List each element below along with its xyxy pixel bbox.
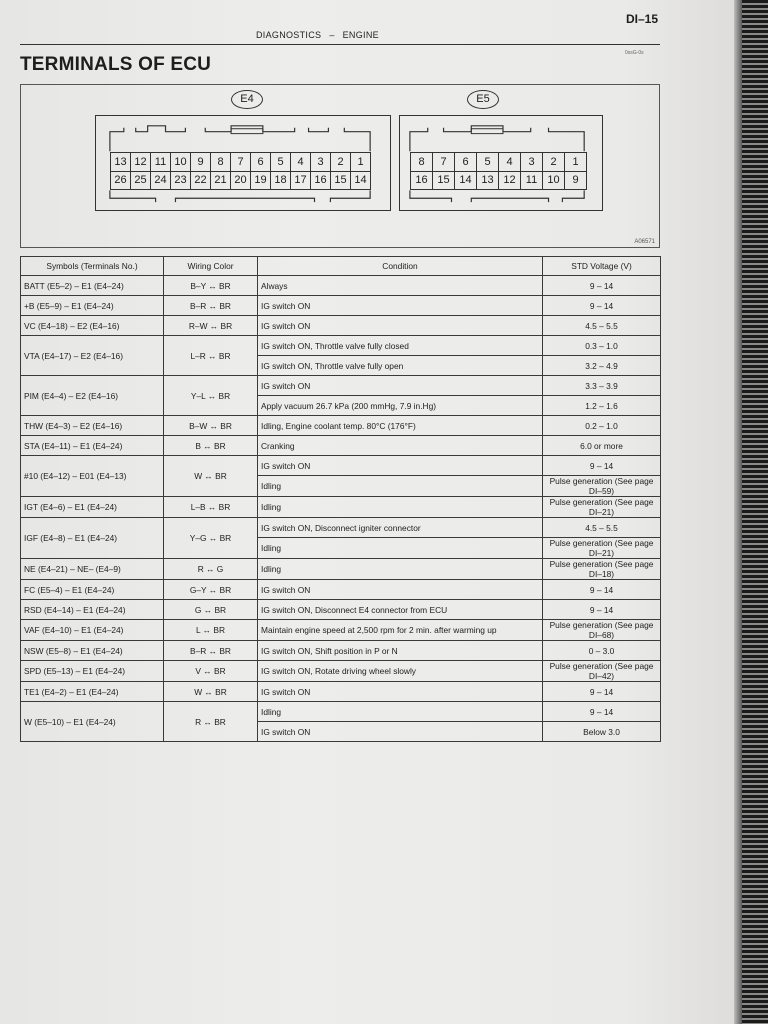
condition: IG switch ON <box>258 316 543 336</box>
wiring-color: L–B ↔ BR <box>164 497 258 518</box>
std-voltage: Pulse generation (See page DI–42) <box>543 661 661 682</box>
std-voltage: 9 – 14 <box>543 682 661 702</box>
std-voltage: 3.2 – 4.9 <box>543 356 661 376</box>
std-voltage: 6.0 or more <box>543 436 661 456</box>
connector-pin: 16 <box>311 171 331 190</box>
wiring-color: L ↔ BR <box>164 620 258 641</box>
table-row <box>21 661 661 682</box>
condition: IG switch ON, Rotate driving wheel slowly <box>258 661 543 682</box>
page-number: DI–15 <box>626 12 659 26</box>
connector-pin: 6 <box>251 153 271 172</box>
condition: Apply vacuum 26.7 kPa (200 mmHg, 7.9 in.Hg) <box>258 396 543 416</box>
connector-pin: 12 <box>499 171 521 190</box>
connector-pin: 24 <box>151 171 171 190</box>
header-rule <box>20 44 660 45</box>
wiring-color: L–R ↔ BR <box>164 336 258 376</box>
wiring-color: V ↔ BR <box>164 661 258 682</box>
std-voltage: 0.3 – 1.0 <box>543 336 661 356</box>
header-symbols: Symbols (Terminals No.) <box>21 257 164 276</box>
connector-pin: 20 <box>231 171 251 190</box>
connector-e4-bottom-row <box>110 171 371 190</box>
connector-pin: 7 <box>231 153 251 172</box>
table-row <box>21 316 661 336</box>
condition: Idling <box>258 559 543 580</box>
connector-pin: 1 <box>565 153 587 172</box>
terminal-symbol: PIM (E4–4) – E2 (E4–16) <box>21 376 164 416</box>
header-wiring-color: Wiring Color <box>164 257 258 276</box>
wiring-color: B–R ↔ BR <box>164 296 258 316</box>
std-voltage: Pulse generation (See page DI–68) <box>543 620 661 641</box>
wiring-color: Y–L ↔ BR <box>164 376 258 416</box>
terminal-symbol: FC (E5–4) – E1 (E4–24) <box>21 580 164 600</box>
header-separator: – <box>329 30 335 40</box>
connector-e4 <box>95 115 391 211</box>
wiring-color: R–W ↔ BR <box>164 316 258 336</box>
connector-pin: 13 <box>111 153 131 172</box>
connector-pin: 23 <box>171 171 191 190</box>
terminal-symbol: STA (E4–11) – E1 (E4–24) <box>21 436 164 456</box>
condition: IG switch ON <box>258 376 543 396</box>
connector-e5-bottom-row <box>410 171 587 190</box>
terminal-symbol: NSW (E5–8) – E1 (E4–24) <box>21 641 164 661</box>
page-title: TERMINALS OF ECU <box>20 54 212 75</box>
connector-e5 <box>399 115 603 211</box>
std-voltage: 9 – 14 <box>543 276 661 296</box>
connector-pin: 25 <box>131 171 151 190</box>
condition: IG switch ON, Throttle valve fully open <box>258 356 543 376</box>
std-voltage: 1.2 – 1.6 <box>543 396 661 416</box>
terminal-symbol: W (E5–10) – E1 (E4–24) <box>21 702 164 742</box>
connector-pin: 13 <box>477 171 499 190</box>
header-condition: Condition <box>258 257 543 276</box>
condition: Always <box>258 276 543 296</box>
connector-pin: 14 <box>351 171 371 190</box>
table-row <box>21 376 661 396</box>
terminal-symbol: BATT (E5–2) – E1 (E4–24) <box>21 276 164 296</box>
table-row <box>21 416 661 436</box>
terminal-symbol: TE1 (E4–2) – E1 (E4–24) <box>21 682 164 702</box>
connector-pin: 15 <box>331 171 351 190</box>
connector-pin: 9 <box>191 153 211 172</box>
connector-pin: 8 <box>211 153 231 172</box>
ecu-connector-diagram <box>20 84 660 248</box>
std-voltage: 9 – 14 <box>543 580 661 600</box>
header-subsection: ENGINE <box>342 30 379 40</box>
std-voltage: Pulse generation (See page DI–21) <box>543 538 661 559</box>
connector-pin: 16 <box>411 171 433 190</box>
std-voltage: 9 – 14 <box>543 600 661 620</box>
terminal-symbol: NE (E4–21) – NE– (E4–9) <box>21 559 164 580</box>
wiring-color: G–Y ↔ BR <box>164 580 258 600</box>
connector-pin: 15 <box>433 171 455 190</box>
std-voltage: Pulse generation (See page DI–18) <box>543 559 661 580</box>
connector-pin: 2 <box>331 153 351 172</box>
table-row <box>21 518 661 538</box>
condition: IG switch ON <box>258 580 543 600</box>
terminal-symbol: SPD (E5–13) – E1 (E4–24) <box>21 661 164 682</box>
table-row <box>21 497 661 518</box>
terminal-symbol: THW (E4–3) – E2 (E4–16) <box>21 416 164 436</box>
table-row <box>21 436 661 456</box>
std-voltage: Pulse generation (See page DI–21) <box>543 497 661 518</box>
std-voltage: 0 – 3.0 <box>543 641 661 661</box>
condition: Idling <box>258 476 543 497</box>
wiring-color: B–R ↔ BR <box>164 641 258 661</box>
connector-pin: 18 <box>271 171 291 190</box>
condition: Idling, Engine coolant temp. 80°C (176°F) <box>258 416 543 436</box>
connector-pin: 7 <box>433 153 455 172</box>
connector-label-e4: E4 <box>231 90 263 109</box>
connector-pin: 3 <box>311 153 331 172</box>
connector-pin: 14 <box>455 171 477 190</box>
header-section: DIAGNOSTICS <box>256 30 322 40</box>
condition: IG switch ON, Throttle valve fully closed <box>258 336 543 356</box>
table-row <box>21 580 661 600</box>
connector-pin: 19 <box>251 171 271 190</box>
std-voltage: 0.2 – 1.0 <box>543 416 661 436</box>
condition: IG switch ON <box>258 296 543 316</box>
table-row <box>21 682 661 702</box>
std-voltage: 9 – 14 <box>543 702 661 722</box>
table-row <box>21 456 661 476</box>
table-row <box>21 600 661 620</box>
terminal-symbol: RSD (E4–14) – E1 (E4–24) <box>21 600 164 620</box>
condition: Idling <box>258 538 543 559</box>
condition: IG switch ON, Disconnect igniter connector <box>258 518 543 538</box>
condition: Cranking <box>258 436 543 456</box>
ecu-terminals-table <box>20 256 661 742</box>
connector-pin: 8 <box>411 153 433 172</box>
std-voltage: 9 – 14 <box>543 296 661 316</box>
table-row <box>21 620 661 641</box>
connector-pin: 3 <box>521 153 543 172</box>
connector-pin: 26 <box>111 171 131 190</box>
header-std-voltage: STD Voltage (V) <box>543 257 661 276</box>
figure-id: A06571 <box>634 239 655 245</box>
table-row <box>21 296 661 316</box>
wiring-color: R ↔ G <box>164 559 258 580</box>
table-body <box>21 276 661 742</box>
terminal-symbol: VTA (E4–17) – E2 (E4–16) <box>21 336 164 376</box>
table-row <box>21 276 661 296</box>
connector-pin: 4 <box>499 153 521 172</box>
table-row <box>21 702 661 722</box>
condition: IG switch ON <box>258 456 543 476</box>
std-voltage: 3.3 – 3.9 <box>543 376 661 396</box>
connector-pin: 10 <box>171 153 191 172</box>
wiring-color: B–Y ↔ BR <box>164 276 258 296</box>
connector-e5-top-row <box>410 152 587 172</box>
connector-pin: 2 <box>543 153 565 172</box>
std-voltage: Pulse generation (See page DI–59) <box>543 476 661 497</box>
wiring-color: B–W ↔ BR <box>164 416 258 436</box>
condition: IG switch ON, Disconnect E4 connector from ECU <box>258 600 543 620</box>
connector-pin: 5 <box>271 153 291 172</box>
wiring-color: G ↔ BR <box>164 600 258 620</box>
connector-pin: 1 <box>351 153 371 172</box>
connector-pin: 11 <box>151 153 171 172</box>
connector-pin: 21 <box>211 171 231 190</box>
terminal-symbol: +B (E5–9) – E1 (E4–24) <box>21 296 164 316</box>
wiring-color: Y–G ↔ BR <box>164 518 258 559</box>
std-voltage: 4.5 – 5.5 <box>543 518 661 538</box>
condition: Idling <box>258 497 543 518</box>
table-row <box>21 336 661 356</box>
connector-pin: 5 <box>477 153 499 172</box>
connector-e4-top-row <box>110 152 371 172</box>
condition: IG switch ON, Shift position in P or N <box>258 641 543 661</box>
terminal-symbol: IGT (E4–6) – E1 (E4–24) <box>21 497 164 518</box>
condition: IG switch ON <box>258 722 543 742</box>
connector-pin: 10 <box>543 171 565 190</box>
condition: IG switch ON <box>258 682 543 702</box>
connector-pin: 12 <box>131 153 151 172</box>
wiring-color: W ↔ BR <box>164 682 258 702</box>
std-voltage: 9 – 14 <box>543 456 661 476</box>
connector-pin: 22 <box>191 171 211 190</box>
running-header <box>256 30 379 40</box>
condition: Maintain engine speed at 2,500 rpm for 2 min. after warming up <box>258 620 543 641</box>
spiral-binding <box>734 0 768 1024</box>
terminal-symbol: VC (E4–18) – E2 (E4–16) <box>21 316 164 336</box>
connector-pin: 4 <box>291 153 311 172</box>
table-row <box>21 559 661 580</box>
connector-pin: 6 <box>455 153 477 172</box>
wiring-color: B ↔ BR <box>164 436 258 456</box>
condition: Idling <box>258 702 543 722</box>
wiring-color: R ↔ BR <box>164 702 258 742</box>
table-header-row <box>21 257 661 276</box>
wiring-color: W ↔ BR <box>164 456 258 497</box>
table-row <box>21 641 661 661</box>
terminal-symbol: VAF (E4–10) – E1 (E4–24) <box>21 620 164 641</box>
std-voltage: 4.5 – 5.5 <box>543 316 661 336</box>
connector-pin: 17 <box>291 171 311 190</box>
std-voltage: Below 3.0 <box>543 722 661 742</box>
page-code: 0ssG-0s <box>625 50 644 56</box>
connector-pin: 9 <box>565 171 587 190</box>
connector-pin: 11 <box>521 171 543 190</box>
connector-label-e5: E5 <box>467 90 499 109</box>
terminal-symbol: IGF (E4–8) – E1 (E4–24) <box>21 518 164 559</box>
terminal-symbol: #10 (E4–12) – E01 (E4–13) <box>21 456 164 497</box>
